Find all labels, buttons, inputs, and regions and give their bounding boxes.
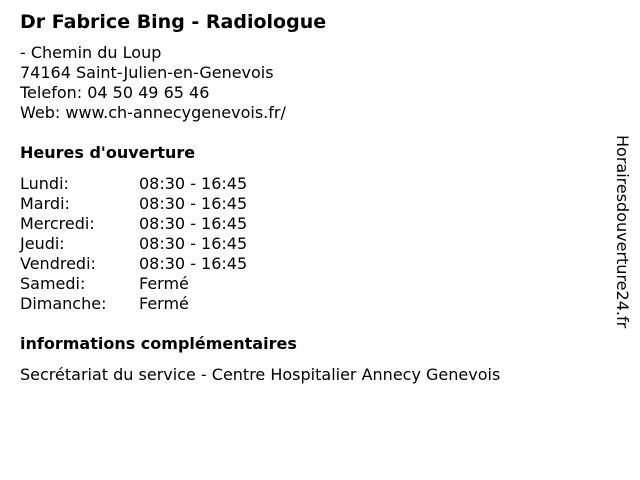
hours-value: Fermé (139, 294, 189, 313)
street-address: - Chemin du Loup (20, 43, 162, 62)
website-link[interactable]: Web: www.ch-annecygenevois.fr/ (20, 103, 286, 122)
day-label: Samedi: (20, 274, 86, 293)
additional-info-heading: informations complémentaires (20, 334, 297, 353)
hours-row-friday (20, 254, 600, 274)
site-brand-vertical: Horairesdouverture24.fr (613, 135, 632, 329)
hours-value: 08:30 - 16:45 (139, 194, 248, 213)
hours-value: 08:30 - 16:45 (139, 174, 248, 193)
day-label: Jeudi: (20, 234, 65, 253)
day-label: Vendredi: (20, 254, 96, 273)
hours-value: Fermé (139, 274, 189, 293)
hours-value: 08:30 - 16:45 (139, 234, 248, 253)
day-label: Mardi: (20, 194, 70, 213)
additional-info-text: Secrétariat du service - Centre Hospitalier Annecy Genevois (20, 365, 501, 384)
city-address: 74164 Saint-Julien-en-Genevois (20, 63, 274, 82)
business-card (20, 10, 600, 385)
day-label: Mercredi: (20, 214, 95, 233)
opening-hours-heading: Heures d'ouverture (20, 143, 196, 162)
hours-row-tuesday (20, 194, 600, 214)
hours-value: 08:30 - 16:45 (139, 214, 248, 233)
opening-hours-table (20, 174, 600, 314)
address-block (20, 43, 600, 123)
hours-row-saturday (20, 274, 600, 294)
hours-row-sunday (20, 294, 600, 314)
hours-row-thursday (20, 234, 600, 254)
day-label: Dimanche: (20, 294, 107, 313)
hours-row-monday (20, 174, 600, 194)
hours-value: 08:30 - 16:45 (139, 254, 248, 273)
hours-row-wednesday (20, 214, 600, 234)
page-title: Dr Fabrice Bing - Radiologue (20, 11, 327, 33)
phone-number: Telefon: 04 50 49 65 46 (20, 83, 210, 102)
day-label: Lundi: (20, 174, 69, 193)
